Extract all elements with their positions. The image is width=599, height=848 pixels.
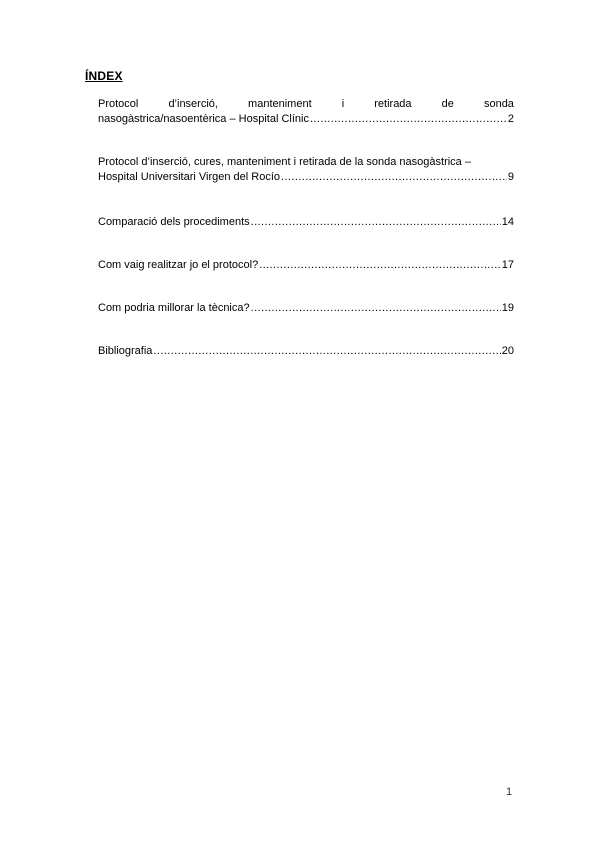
toc-word: retirada [374, 98, 412, 110]
toc-entry-2[interactable] [98, 155, 514, 185]
toc-page-number: 2 [507, 113, 514, 125]
toc-page-number: 17 [501, 259, 514, 271]
toc-word: de [441, 98, 454, 110]
toc-entry-3[interactable] [98, 215, 514, 230]
toc-entry-4-line [98, 258, 514, 273]
toc-entry-title: Bibliografia [98, 345, 153, 357]
dot-leader [259, 258, 501, 273]
toc-entry-1-line1 [98, 97, 514, 112]
toc-entry-2-line1 [98, 155, 514, 170]
toc-entry-4[interactable] [98, 258, 514, 273]
toc-entry-1-line2 [98, 112, 514, 127]
dot-leader [153, 344, 500, 359]
toc-page-number: 19 [501, 302, 514, 314]
toc-page-number: 14 [501, 216, 514, 228]
toc-entry-title: Com vaig realitzar jo el protocol? [98, 259, 259, 271]
toc-word: d’inserció, [168, 98, 218, 110]
dot-leader [310, 112, 507, 127]
toc-word: i [341, 98, 345, 110]
toc-entry-title: Com podria millorar la tècnica? [98, 302, 250, 314]
toc-entry-5-line [98, 301, 514, 316]
dot-leader [281, 170, 507, 185]
toc-word: sonda [483, 98, 514, 110]
toc-entry-title: Comparació dels procediments [98, 216, 250, 228]
toc-entry-title: Protocol d’inserció, cures, manteniment i retirada de la sonda nasogàstrica – [98, 156, 471, 168]
page-number: 1 [506, 786, 513, 798]
toc-entry-2-line2 [98, 170, 514, 185]
dot-leader [251, 215, 501, 230]
toc-word: Protocol [98, 98, 139, 110]
dot-leader [251, 301, 501, 316]
toc-page-number: 9 [507, 171, 514, 183]
toc-word: manteniment [248, 98, 312, 110]
toc-page-number: 20 [501, 345, 514, 357]
toc-entry-1[interactable] [98, 97, 514, 127]
index-heading: ÍNDEX [85, 69, 123, 83]
toc-entry-title: Hospital Universitari Virgen del Rocío [98, 171, 280, 183]
toc-entry-title: nasogàstrica/nasoentèrica – Hospital Clínic [98, 113, 309, 125]
toc-entry-3-line [98, 215, 514, 230]
toc-entry-5[interactable] [98, 301, 514, 316]
toc-entry-6-line [98, 344, 514, 359]
toc-entry-6[interactable] [98, 344, 514, 359]
